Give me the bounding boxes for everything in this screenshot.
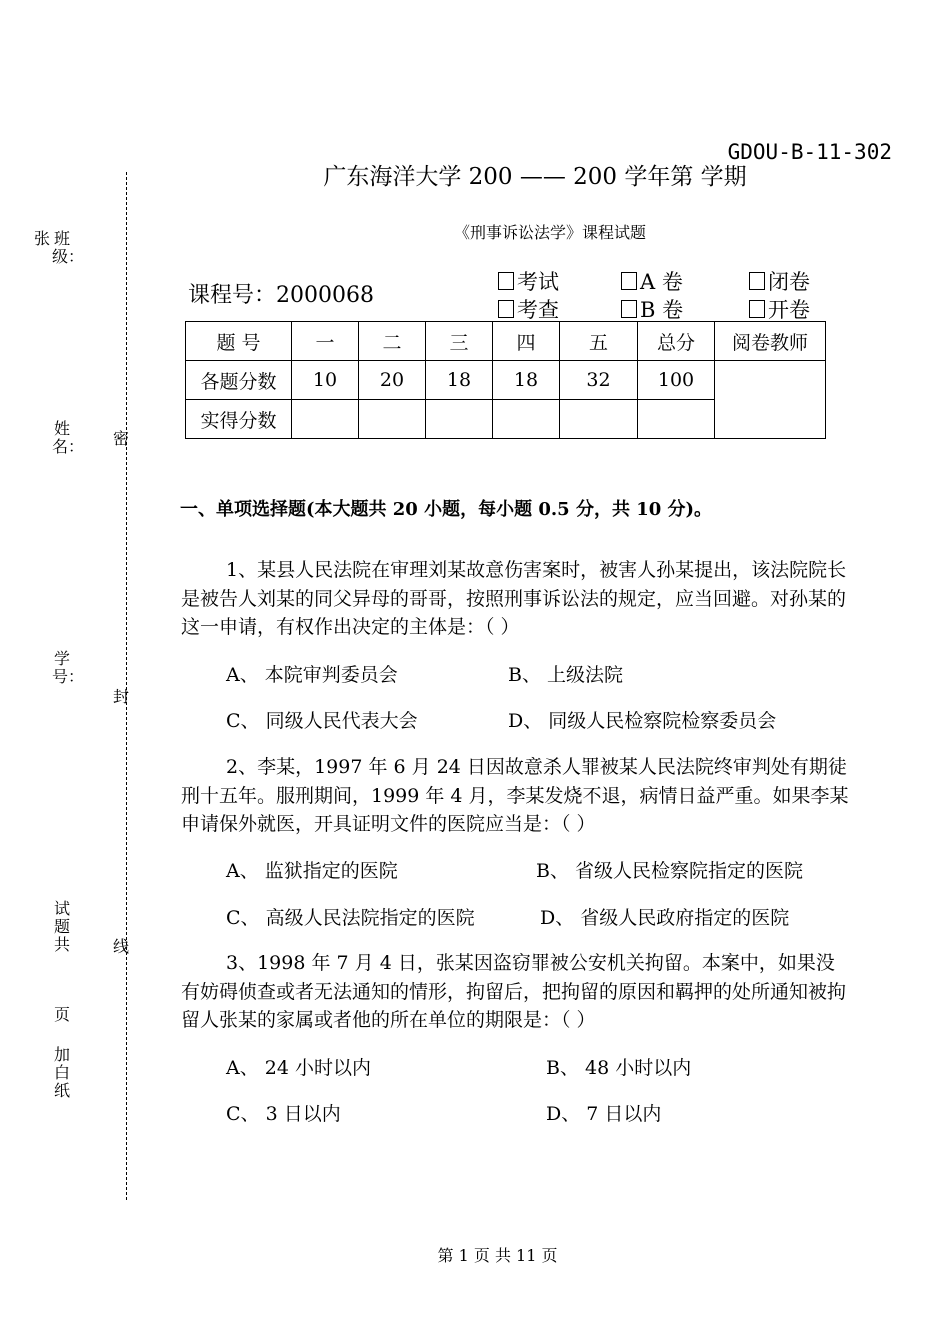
option-check[interactable]: 考查 [498,294,559,324]
binding-extra-paper: 加白纸 [53,1045,70,1100]
table-cell: 20 [359,361,426,400]
table-row-label: 实得分数 [186,400,292,439]
checkbox-icon [621,272,637,290]
table-header-cell: 三 [426,322,493,361]
earned-score-cell[interactable] [292,400,359,439]
checkbox-icon [749,272,765,290]
question-3-option-d: D、 7 日以内 [546,1103,662,1125]
table-header-cell: 五 [560,322,638,361]
seal-mark-xian: 线 [112,937,129,956]
question-1-option-d: D、 同级人民检察院检察委员会 [508,710,777,732]
question-2-option-a: A、 监狱指定的医院 [226,860,398,882]
document-code: GDOU-B-11-302 [727,140,892,164]
question-2-option-b: B、 省级人民检察院指定的医院 [536,860,804,882]
earned-score-cell[interactable] [426,400,493,439]
checkbox-icon [621,300,637,318]
page-footer: 第 1 页 共 11 页 [437,1246,558,1265]
table-header-cell: 二 [359,322,426,361]
table-header-cell: 一 [292,322,359,361]
binding-class-prefix: 张 [33,229,50,248]
option-closed-book[interactable]: 闭卷 [749,266,810,296]
binding-pages-total: 试题共 [53,899,70,954]
score-table [185,321,826,439]
question-3-text: 3、1998 年 7 月 4 日，张某因盗窃罪被公安机关拘留。本案中，如果没有妨碍侦查或者无法通知的情形，拘留后，把拘留的原因和羁押的处所通知被拘留人张某的家属或者他的所在单位的期限是：（ ） [181,952,847,1031]
question-2-option-c: C、 高级人民法院指定的医院 [226,907,475,929]
earned-score-cell[interactable] [493,400,560,439]
question-2-text: 2、李某，1997 年 6 月 24 日因故意杀人罪被某人民法院终审判处有期徒刑十五年。服刑期间，1999 年 4 月，李某发烧不退，病情日益严重。如果李某申请保外就医，开具证明文件的医院应当是：（ ） [181,756,849,835]
question-1-option-b: B、 上级法院 [508,664,624,686]
binding-page-unit: 页 [53,1005,70,1024]
question-2-option-d: D、 省级人民政府指定的医院 [540,907,790,929]
table-cell: 18 [493,361,560,400]
seal-mark-feng: 封 [112,687,129,706]
course-number: 课程号：2000068 [188,283,374,308]
question-3-option-a: A、 24 小时以内 [226,1057,371,1079]
binding-line [126,172,127,1200]
checkbox-icon [749,300,765,318]
binding-class-field[interactable]: 班级： [52,229,85,266]
exam-title: 广东海洋大学 200 —— 200 学年第 学期 [323,164,747,190]
checkbox-icon [498,300,514,318]
table-cell: 100 [638,361,715,400]
table-row [186,361,826,400]
earned-score-cell[interactable] [638,400,715,439]
earned-score-cell[interactable] [359,400,426,439]
table-header-cell: 阅卷教师 [715,322,826,361]
course-subtitle: 《刑事诉讼法学》课程试题 [453,223,646,242]
option-paper-a[interactable]: A 卷 [621,266,683,296]
table-header-cell: 总分 [638,322,715,361]
option-paper-b[interactable]: B 卷 [621,294,683,324]
binding-id-field[interactable]: 学号： [52,649,85,686]
earned-score-cell[interactable] [560,400,638,439]
binding-name-field[interactable]: 姓名： [52,419,85,456]
table-header-cell: 题 号 [186,322,292,361]
checkbox-icon [498,272,514,290]
question-1-text: 1、某县人民法院在审理刘某故意伤害案时，被害人孙某提出，该法院院长是被告人刘某的同父异母的哥哥，按照刑事诉讼法的规定，应当回避。对孙某的这一申请，有权作出决定的主体是：（ ） [181,559,847,638]
option-open-book[interactable]: 开卷 [749,294,810,324]
table-row [186,322,826,361]
option-exam[interactable]: 考试 [498,266,559,296]
seal-mark-mi: 密 [112,429,129,448]
table-row-label: 各题分数 [186,361,292,400]
section-title: 一、单项选择题(本大题共 20 小题，每小题 0.5 分，共 10 分)。 [180,499,713,520]
table-cell: 32 [560,361,638,400]
question-3-option-b: B、 48 小时以内 [546,1057,692,1079]
question-3-option-c: C、 3 日以内 [226,1103,341,1125]
question-1-option-c: C、 同级人民代表大会 [226,710,418,732]
table-cell: 18 [426,361,493,400]
question-1-option-a: A、 本院审判委员会 [226,664,398,686]
grader-cell[interactable] [715,361,826,439]
table-cell: 10 [292,361,359,400]
table-header-cell: 四 [493,322,560,361]
